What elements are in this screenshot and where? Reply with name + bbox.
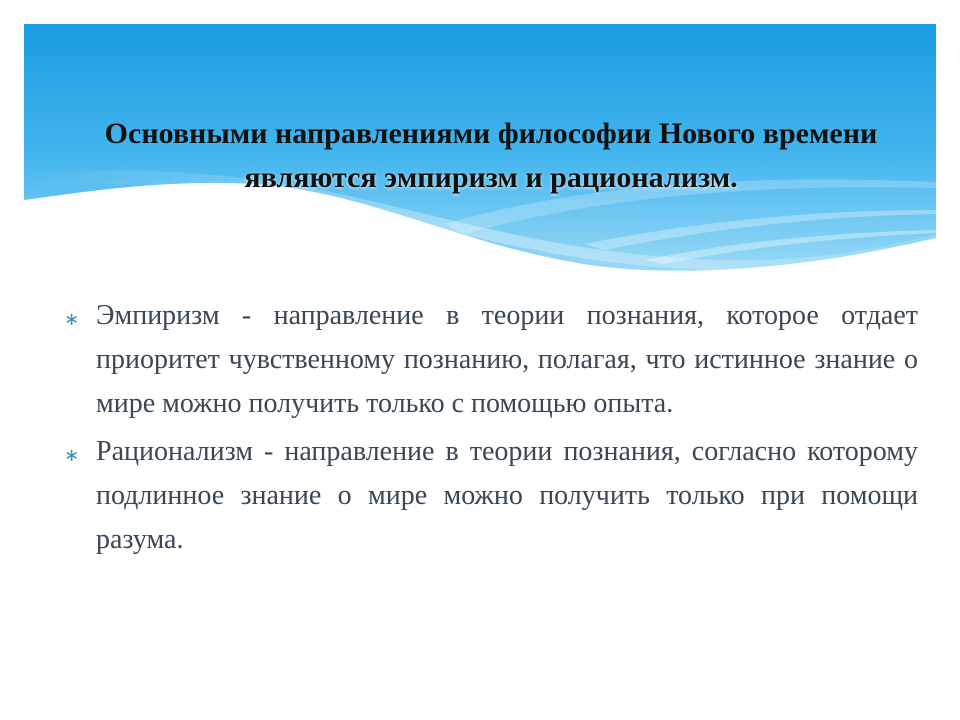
list-item-text: Рационализм - направление в теории познания, согласно которому подлинное знание о мире можно получить только при помощи разума.	[96, 436, 918, 555]
list-item-rationalism	[64, 430, 918, 562]
slide-title	[26, 112, 956, 200]
slide-title-line-1: Основными направлениями философии Нового времени	[104, 117, 878, 150]
list-item-empiricism	[64, 294, 918, 426]
slide-title-line-2: являются эмпиризм и рационализм.	[244, 161, 738, 194]
asterisk-bullet-icon: ∗	[64, 309, 80, 330]
asterisk-bullet-icon: ∗	[64, 445, 80, 466]
list-item-text: Эмпиризм - направление в теории познания, которое отдает приоритет чувственному познанию, полагая, что истинное знание о мире можно получить только с помощью опыта.	[96, 300, 918, 419]
bullet-list	[64, 294, 918, 566]
